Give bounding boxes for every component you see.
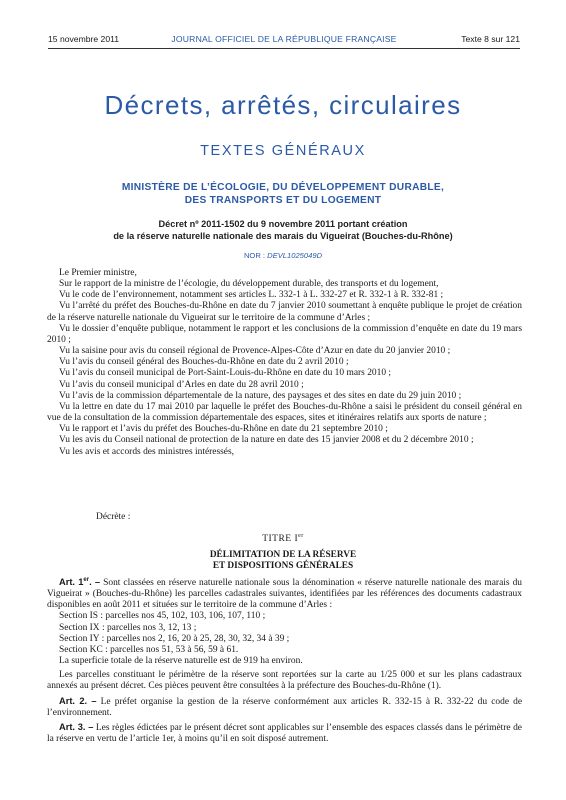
decree-title — [60, 219, 506, 242]
article-3-label: Art. 3. – — [59, 721, 94, 732]
decrete-label: Décrète : — [96, 512, 131, 522]
page-title: Décrets, arrêtés, circulaires — [104, 90, 462, 120]
preamble-paragraph: Vu la lettre en date du 17 mai 2010 par laquelle le préfet des Bouches-du-Rhône a saisi le président du conseil général en vue de la consultation de la commission départementale des espaces, sites et itinéraires relatifs aux sports de nature ; — [47, 401, 522, 424]
ministry-heading — [60, 181, 506, 207]
article-2-label: Art. 2. – — [59, 695, 97, 706]
preamble-paragraph: Le Premier ministre, — [59, 268, 137, 278]
article-1 — [47, 577, 522, 611]
article-3 — [47, 722, 522, 745]
article-1-label: Art. 1er. – — [59, 576, 101, 587]
preamble-paragraph: Vu la saisine pour avis du conseil régional de Provence-Alpes-Côte d’Azur en date du 20 janvier 2010 ; — [59, 346, 451, 357]
nor-reference — [0, 251, 566, 260]
article-1-plans: Les parcelles constituant le périmètre de la réserve sont reportées sur la carte au 1/25 000 et sur les plans cadastraux annexés au présent décret. Ces pièces peuvent être consultées à la préfecture des Bouches-du-Rhône (1). — [47, 670, 522, 692]
preamble-paragraph: Vu l’avis de la commission départementale de la nature, des paysages et des sites en date du 29 juin 2010 ; — [59, 390, 462, 401]
article-2 — [47, 696, 522, 719]
article-3-text: Les règles édictées par le présent décret sont applicables sur l’ensemble des espaces classés dans le périmètre de la réserve en vertu de l’article 1er, à moins qu’il en soit disposé autrement. — [47, 722, 522, 745]
titre-heading — [0, 533, 566, 544]
article-1-text: Sont classées en réserve naturelle nationale sous la dénomination « réserve naturelle nationale des marais du Vigueirat » (Bouches-du-Rhône) les parcelles cadastrales suivantes, identifiées par les références des documents cadastraux disponibles en août 2011 et situées sur le territoire de la commune d’Arles : — [47, 578, 523, 611]
ministry-line: DES TRANSPORTS ET DU LOGEMENT — [184, 195, 382, 206]
article-1-section: Section IY : parcelles nos 2, 16, 20 à 25, 28, 30, 32, 34 à 39 ; — [59, 633, 290, 644]
decree-title-line: Décret nº 2011-1502 du 9 novembre 2011 portant création — [158, 219, 408, 229]
article-2-text: Le préfet organise la gestion de la réserve conformément aux articles R. 332-15 à R. 332-22 du code de l’environnement. — [47, 696, 523, 718]
page-header — [48, 34, 520, 46]
decree-title-line: de la réserve naturelle nationale des marais du Vigueirat (Bouches-du-Rhône) — [113, 230, 453, 241]
preamble-paragraph: Vu l’avis du conseil général des Bouches-du-Rhône en date du 2 avril 2010 ; — [59, 357, 349, 368]
header-page-number: Texte 8 sur 121 — [461, 34, 520, 44]
preamble — [47, 268, 522, 458]
preamble-paragraph: Vu l’avis du conseil municipal de Port-Saint-Louis-du-Rhône en date du 10 mars 2010 ; — [59, 368, 392, 379]
header-journal-title: JOURNAL OFFICIEL DE LA RÉPUBLIQUE FRANÇAISE — [171, 34, 397, 44]
ministry-line: MINISTÈRE DE L’ÉCOLOGIE, DU DÉVELOPPEMENT DURABLE, — [121, 182, 445, 193]
titre-subheading-line: DÉLIMITATION DE LA RÉSERVE — [209, 550, 357, 560]
article-1-section: Section KC : parcelles nos 51, 53 à 56, 59 à 61. — [59, 644, 239, 655]
header-date: 15 novembre 2011 — [48, 34, 120, 44]
preamble-paragraph: Vu le rapport et l’avis du préfet des Bouches-du-Rhône en date du 21 septembre 2010 ; — [59, 424, 388, 435]
preamble-paragraph: Sur le rapport de la ministre de l’écologie, du développement durable, des transports et du logement, — [59, 279, 439, 290]
nor-label: NOR : — [243, 251, 266, 260]
section-title: TEXTES GÉNÉRAUX — [200, 143, 366, 159]
preamble-paragraph: Vu les avis du Conseil national de protection de la nature en date des 15 janvier 2008 et du 2 décembre 2010 ; — [59, 435, 474, 446]
article-1-section: Section IX : parcelles nos 3, 12, 13 ; — [59, 622, 197, 633]
preamble-paragraph: Vu l’arrêté du préfet des Bouches-du-Rhône en date du 7 janvier 2010 soumettant à enquête publique le projet de création de la réserve naturelle nationale du Vigueirat sur le territoire de la commune d’Arles ; — [47, 301, 522, 323]
articles — [47, 577, 522, 745]
header-rule — [48, 48, 520, 49]
titre-text: TITRE I — [262, 534, 299, 545]
article-1-section: Section IS : parcelles nos 45, 102, 103, 106, 107, 110 ; — [59, 611, 266, 622]
titre-sup: er — [298, 533, 304, 539]
article-1-surface: La superficie totale de la réserve naturelle est de 919 ha environ. — [59, 656, 303, 667]
preamble-paragraph: Vu les avis et accords des ministres intéressés, — [59, 446, 235, 457]
preamble-paragraph: Vu le code de l’environnement, notamment ses articles L. 332-1 à L. 332-27 et R. 332-1 à R. 332-81 ; — [59, 290, 444, 301]
titre-subheading — [0, 550, 566, 572]
preamble-paragraph: Vu l’avis du conseil municipal d’Arles en date du 28 avril 2010 ; — [59, 379, 304, 390]
nor-code: DEVL1025049D — [267, 251, 323, 260]
titre-subheading-line: ET DISPOSITIONS GÉNÉRALES — [212, 561, 354, 571]
preamble-paragraph: Vu le dossier d’enquête publique, notamment le rapport et les conclusions de la commission d’enquête en date du 19 mars 2010 ; — [47, 323, 522, 345]
